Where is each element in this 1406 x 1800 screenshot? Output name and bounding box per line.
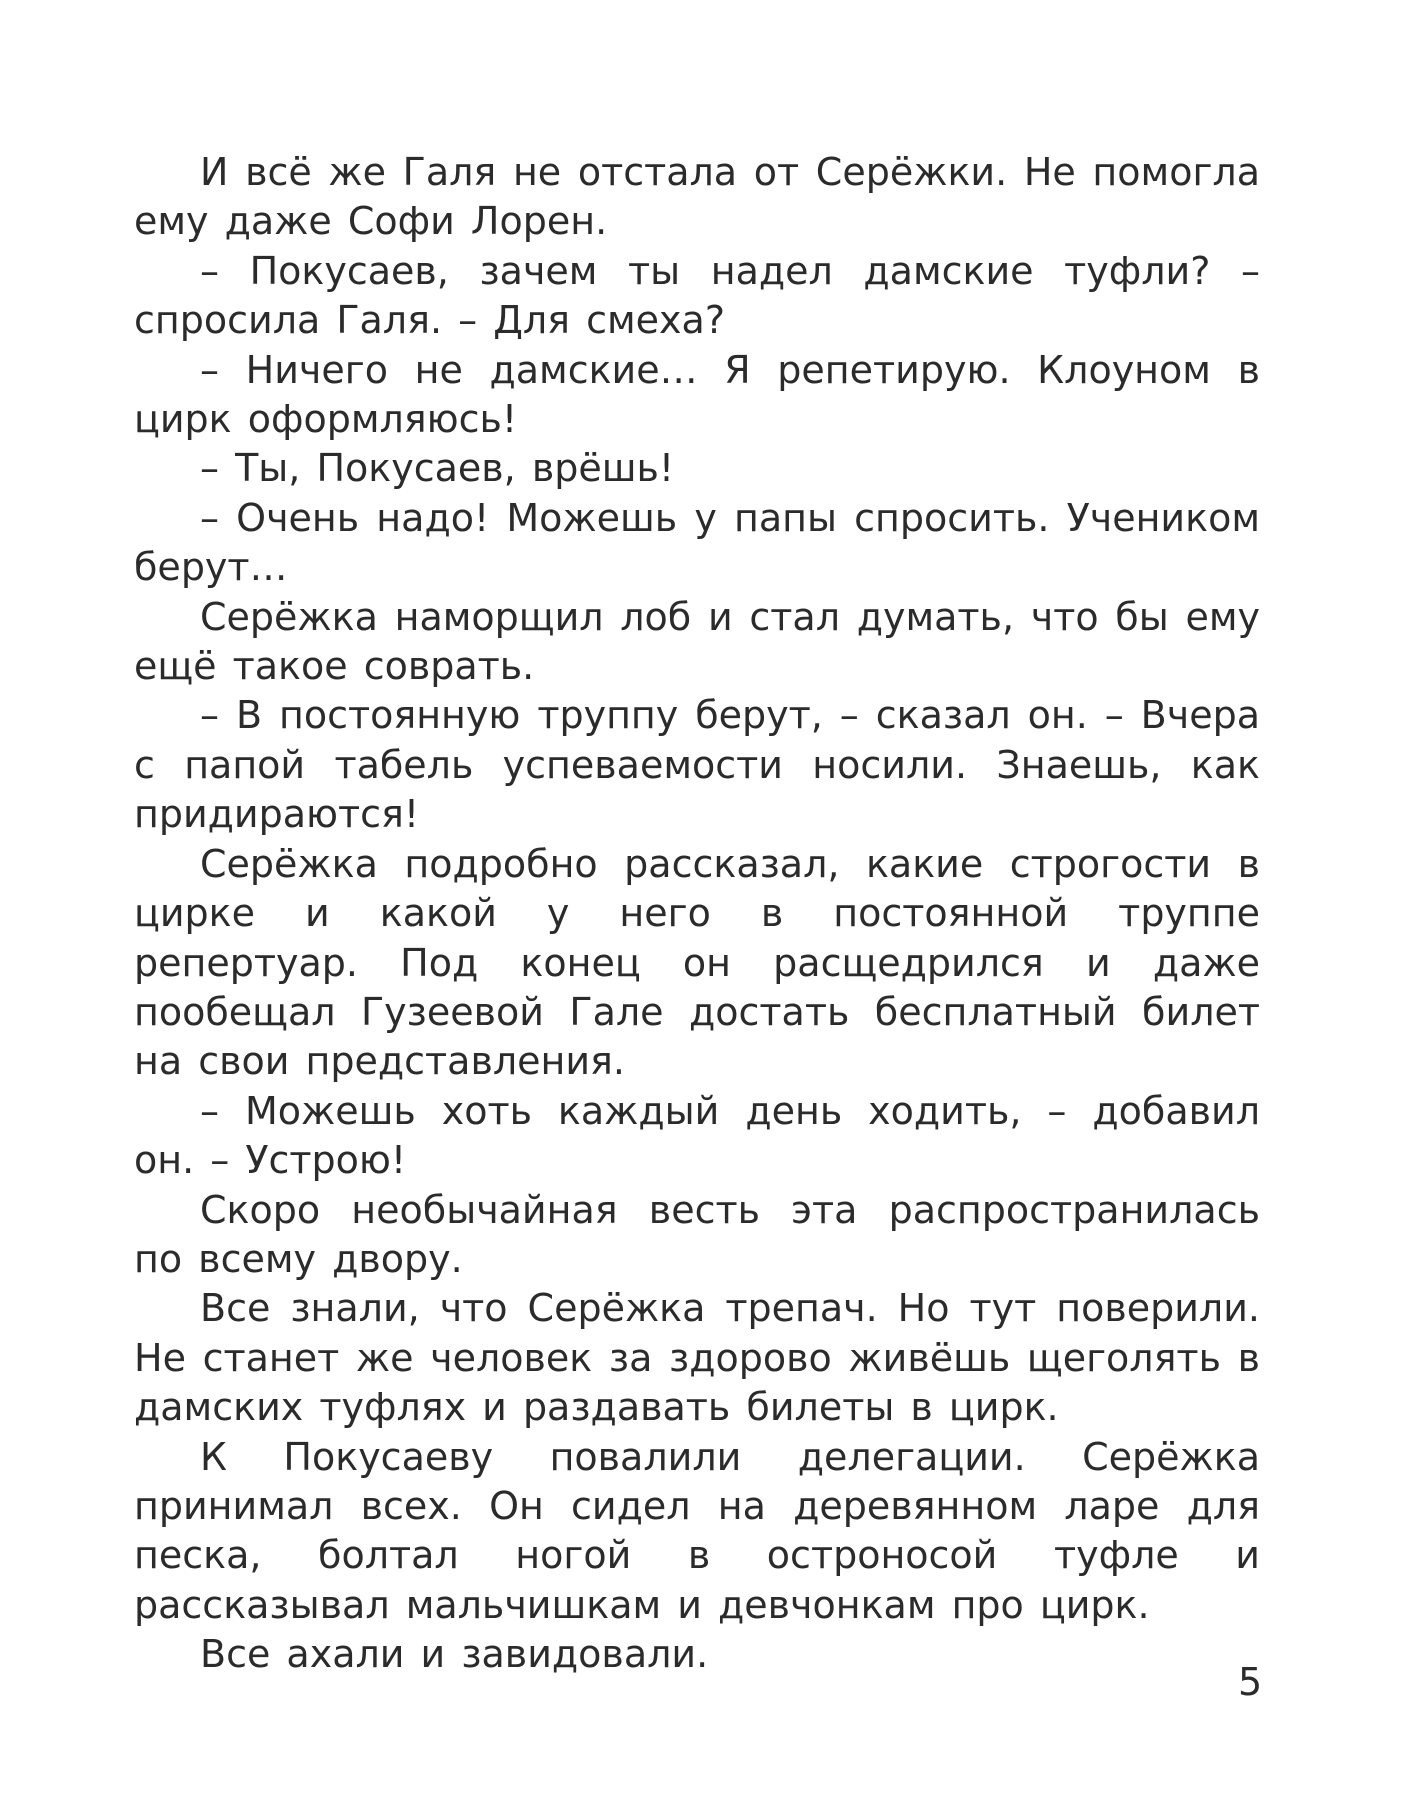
paragraph: Все знали, что Серёжка трепач. Но тут поверили. Не станет же человек за здорово живёшь щеголять в дамских туфлях и раздавать билеты в цирк. (134, 1286, 1260, 1430)
paragraph: – Покусаев, зачем ты надел дамские туфли? – спросила Галя. – Для смеха? (134, 248, 1260, 343)
paragraph: Серёжка наморщил лоб и стал думать, что бы ему ещё такое соврать. (134, 594, 1260, 689)
page-text (134, 148, 1260, 1680)
page-number: 5 (1238, 1660, 1263, 1704)
paragraph: – Ничего не дамские… Я репетирую. Клоуном в цирк оформляюсь! (134, 347, 1260, 442)
paragraph: – Можешь хоть каждый день ходить, – добавил он. – Устрою! (134, 1088, 1260, 1183)
paragraph: Скоро необычайная весть эта распространилась по всему двору. (134, 1187, 1260, 1281)
paragraph: – В постоянную труппу берут, – сказал он. – Вчера с папой табель успеваемости носили. Знаешь, как придираются! (134, 693, 1260, 837)
paragraph: Серёжка подробно рассказал, какие строгости в цирке и какой у него в постоянной труппе репертуар. Под конец он расщедрился и даже пообещал Гузеевой Гале достать бесплатный билет на свои представления. (134, 841, 1260, 1084)
paragraph: – Ты, Покусаев, врёшь! (200, 446, 675, 491)
paragraph: К Покусаеву повалили делегации. Серёжка принимал всех. Он сидел на деревянном ларе для песка, болтал ногой в остроносой туфле и рассказывал мальчишкам и девчонкам про цирк. (134, 1434, 1260, 1627)
paragraph: Все ахали и завидовали. (200, 1632, 709, 1677)
paragraph: – Очень надо! Можешь у папы спросить. Учеником берут… (134, 495, 1260, 590)
paragraph: И всё же Галя не отстала от Серёжки. Не помогла ему даже Софи Лорен. (134, 150, 1260, 244)
